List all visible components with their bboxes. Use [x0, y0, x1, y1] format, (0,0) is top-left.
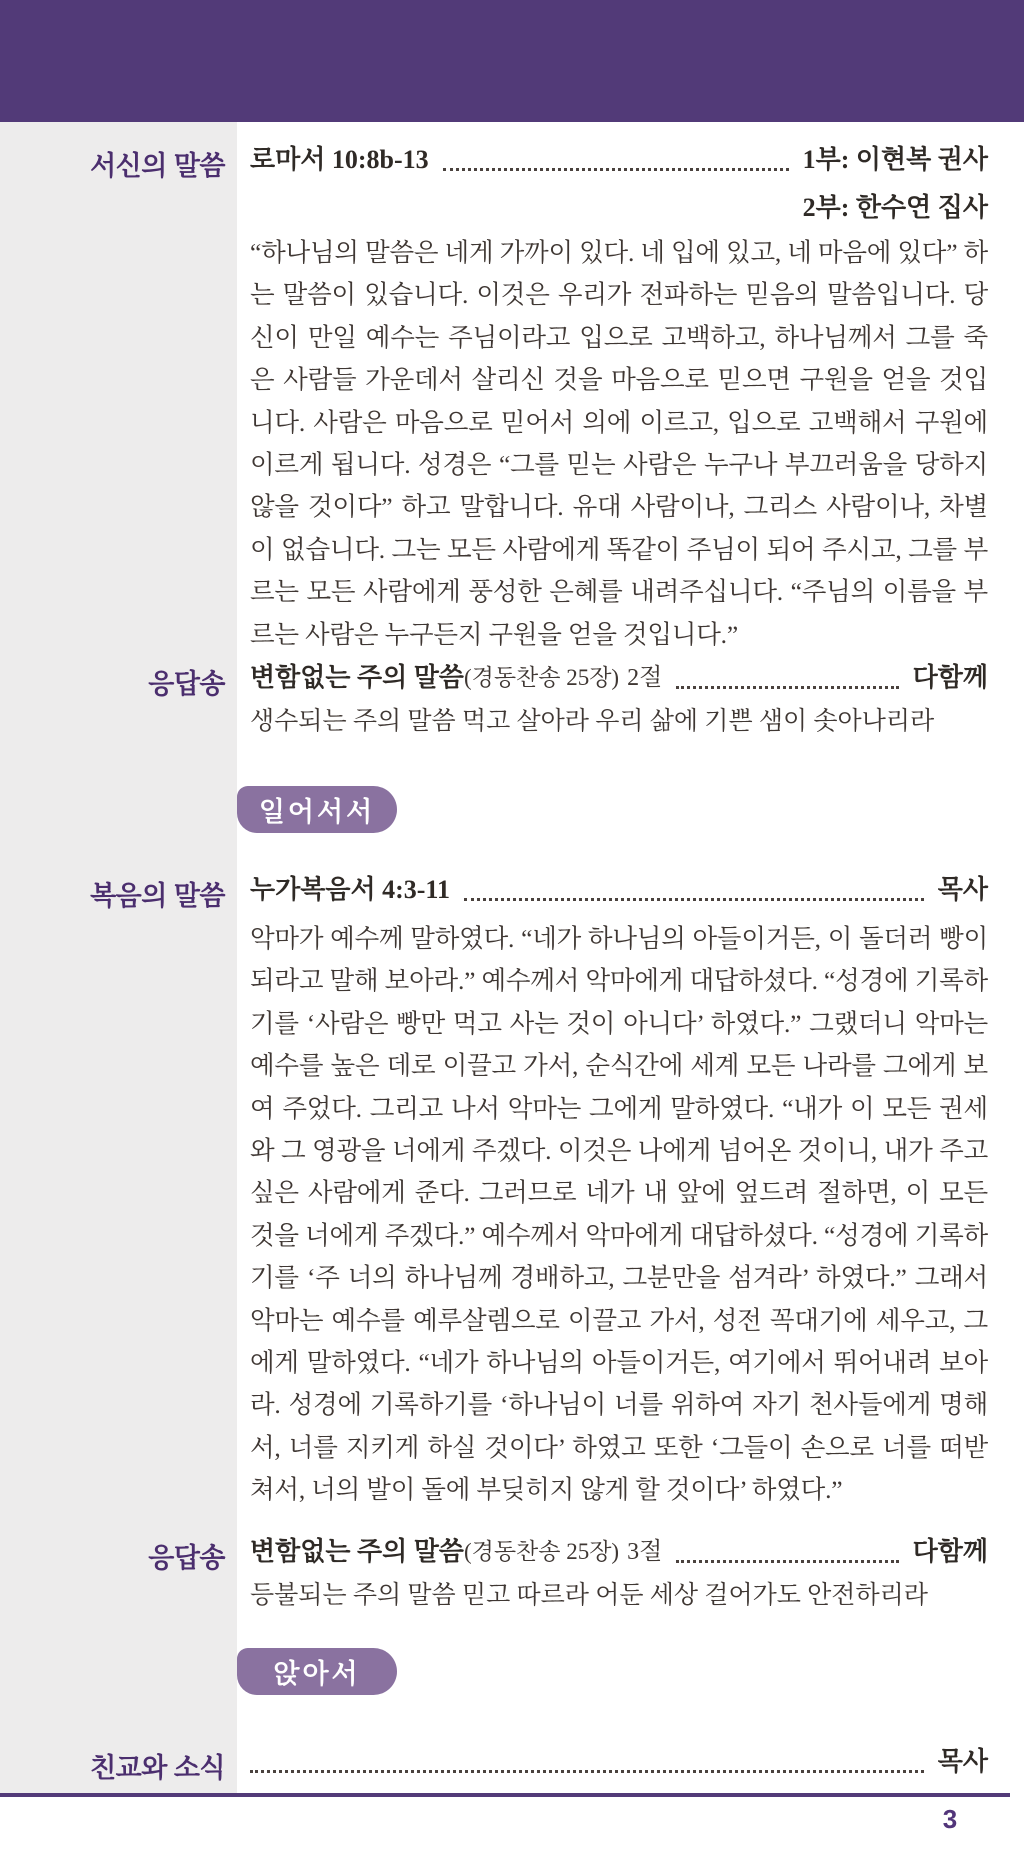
response2-song-title: 변함없는 주의 말씀 — [250, 1537, 464, 1566]
response2-heading-row — [250, 1532, 988, 1572]
label-gospel: 복음의 말씀 — [90, 881, 225, 911]
label-epistle: 서신의 말씀 — [90, 151, 225, 181]
dotted-leader — [464, 898, 924, 901]
epistle-reader1: 1부: 이현복 권사 — [802, 145, 988, 174]
page-number: 3 — [942, 1804, 958, 1834]
epistle-reference: 로마서 10:8b-13 — [250, 145, 429, 174]
response2-performer: 다함께 — [912, 1537, 988, 1566]
fellowship-leader: 목사 — [937, 1747, 988, 1776]
response2-lyrics: 등불되는 주의 말씀 믿고 따르라 어둔 세상 걸어가도 안전하리라 — [250, 1582, 928, 1609]
sit-down-badge: 앉아서 — [237, 1648, 397, 1695]
dotted-leader — [676, 1560, 898, 1563]
gospel-heading-row — [250, 870, 988, 910]
label-response2: 응답송 — [148, 1543, 225, 1573]
response1-song-title: 변함없는 주의 말씀 — [250, 663, 464, 692]
dotted-leader — [250, 1770, 924, 1773]
response1-verse: 2절 — [627, 665, 663, 691]
response2-song-note: (경동찬송 25장) — [463, 1539, 620, 1564]
response1-heading-row — [250, 658, 988, 698]
bottom-rule — [0, 1793, 1010, 1797]
response1-lyrics: 생수되는 주의 말씀 먹고 살아라 우리 삶에 기쁜 샘이 솟아나리라 — [250, 708, 935, 735]
epistle-body: “하나님의 말씀은 네게 가까이 있다. 네 입에 있고, 네 마음에 있다” 하는 말씀이 있습니다. 이것은 우리가 전파하는 믿음의 말씀입니다. 당신이 만일 예수는 주님이라고 입으로 고백하고, 하나님께서 그를 죽은 사람들 가운데서 살리신 것을 마음으로 믿으면 구원을 얻을 것입니다. 사람은 마음으로 믿어서 의에 이르고, 입으로 고백해서 구원에 이르게 됩니다. 성경은 “그를 믿는 사람은 누구나 부끄러움을 당하지 않을 것이다” 하고 말합니다. 유대 사람이나, 그리스 사람이나, 차별이 없습니다. 그는 모든 사람에게 똑같이 주님이 되어 주시고, 그를 부르는 모든 사람에게 풍성한 은혜를 내려주십니다. “주님의 이름을 부르는 사람은 누구든지 구원을 얻을 것입니다.” — [250, 238, 988, 649]
gospel-reference: 누가복음서 4:3-11 — [250, 875, 450, 904]
dotted-leader — [443, 168, 789, 171]
header-bar — [0, 0, 1024, 122]
dotted-leader — [676, 686, 898, 689]
response1-song-note: (경동찬송 25장) — [463, 665, 620, 690]
gospel-reader: 목사 — [937, 875, 988, 904]
label-response1: 응답송 — [148, 669, 225, 699]
epistle-reader2-row — [250, 188, 988, 228]
label-fellowship: 친교와 소식 — [90, 1753, 225, 1783]
stand-up-badge: 일어서서 — [237, 786, 397, 833]
gospel-body: 악마가 예수께 말하였다. “네가 하나님의 아들이거든, 이 돌더러 빵이 되라고 말해 보아라.” 예수께서 악마에게 대답하셨다. “성경에 기록하기를 ‘사람은 빵만 먹고 사는 것이 아니다’ 하였다.” 그랬더니 악마는 예수를 높은 데로 이끌고 가서, 순식간에 세계 모든 나라를 그에게 보여 주었다. 그리고 나서 악마는 그에게 말하였다. “내가 이 모든 권세와 그 영광을 너에게 주겠다. 이것은 나에게 넘어온 것이니, 내가 주고 싶은 사람에게 준다. 그러므로 네가 내 앞에 엎드려 절하면, 이 모든 것을 너에게 주겠다.” 예수께서 악마에게 대답하셨다. “성경에 기록하기를 ‘주 너의 하나님께 경배하고, 그분만을 섬겨라’ 하였다.” 그래서 악마는 예수를 예루살렘으로 이끌고 가서, 성전 꼭대기에 세우고, 그에게 말하였다. “네가 하나님의 아들이거든, 여기에서 뛰어내려 보아라. 성경에 기록하기를 ‘하나님이 너를 위하여 자기 천사들에게 명해서, 너를 지키게 하실 것이다’ 하였고 또한 ‘그들이 손으로 너를 떠받쳐서, 너의 발이 돌에 부딪히지 않게 할 것이다’ 하였다.” — [250, 924, 988, 1505]
response2-verse: 3절 — [627, 1539, 663, 1565]
epistle-reader2: 2부: 한수연 집사 — [802, 193, 988, 222]
epistle-heading-row — [250, 140, 988, 180]
response1-performer: 다함께 — [912, 663, 988, 692]
fellowship-row — [250, 1742, 988, 1782]
